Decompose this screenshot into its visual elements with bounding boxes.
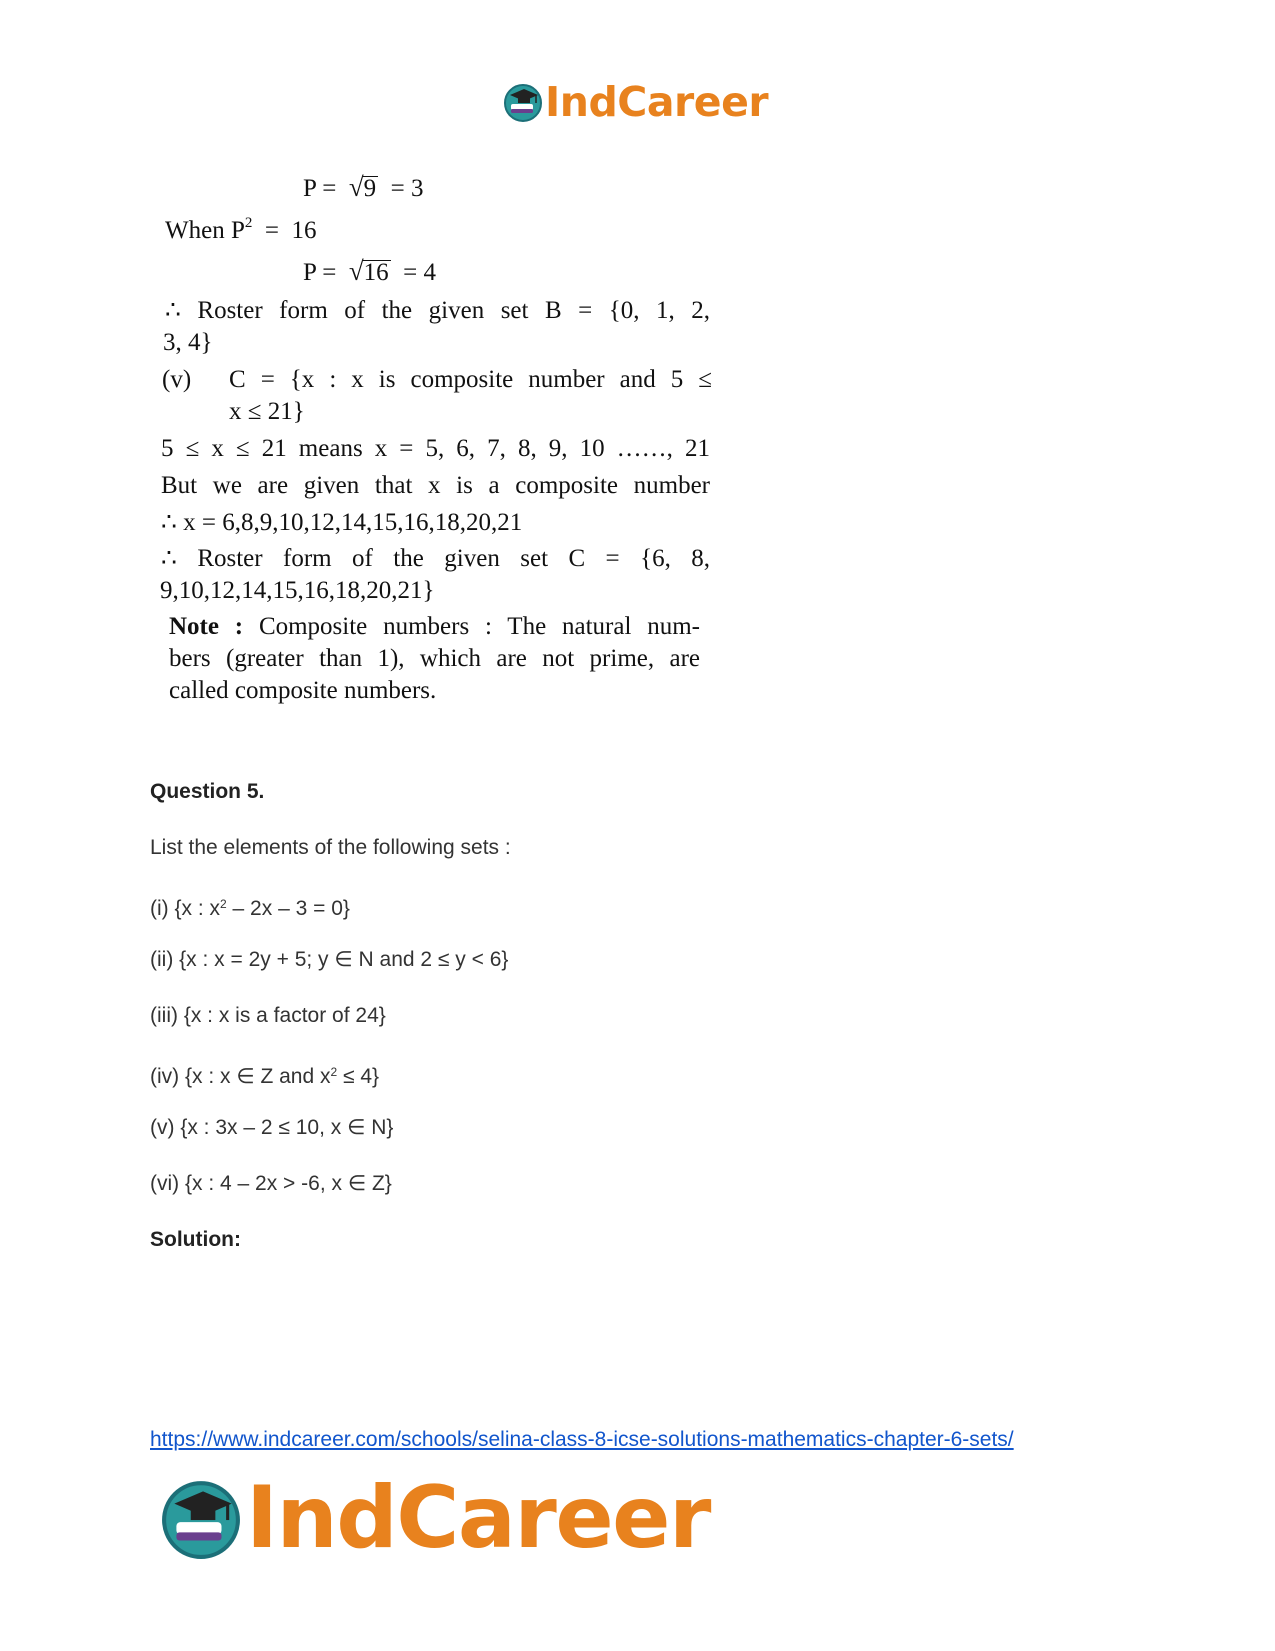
scan-line-2: When $P^2 = 16$ — [165, 215, 317, 244]
question-item-v: (v) {x : 3x – 2 ≤ 10, x ∈ N} — [150, 1116, 394, 1139]
graduation-book-icon — [160, 1477, 242, 1559]
scan-line-8: 5 ≤ x ≤ 21 means x = 5, 6, 7, 8, 9, 10 ……, 21 — [161, 435, 710, 462]
question-intro: List the elements of the following sets : — [150, 836, 511, 859]
question-item-ii: (ii) {x : x = 2y + 5; y ∈ N and 2 ≤ y < 6} — [150, 948, 509, 971]
scan-line-10: ∴ x = 6,8,9,10,12,14,15,16,18,20,21 — [161, 509, 523, 536]
scan-note-line-2: bers (greater than 1), which are not prime, are — [169, 645, 700, 672]
question-item-iv: (iv) {x : x ∈ Z and $x^2 \le 4$} — [150, 1065, 380, 1088]
scan-line-9: But we are given that x is a composite number — [161, 472, 710, 499]
scan-note-line-3: called composite numbers. — [169, 677, 437, 704]
brand-name: IndCareer — [545, 78, 769, 126]
scan-line-6-label: (v) — [162, 366, 192, 393]
scan-line-7: x ≤ 21} — [229, 398, 305, 425]
scan-note-line-1: Note : Composite numbers : The natural num- — [169, 613, 700, 640]
scan-line-4: ∴ Roster form of the given set B = {0, 1, 2, — [165, 297, 710, 324]
scan-line-11: ∴ Roster form of the given set C = {6, 8, — [161, 545, 710, 572]
scan-line-6: C = {x : x is composite number and 5 ≤ — [229, 366, 712, 393]
question-item-iii: (iii) {x : x is a factor of 24} — [150, 1004, 386, 1027]
brand-name: IndCareer — [246, 1468, 710, 1568]
scan-line-12: 9,10,12,14,15,16,18,20,21} — [160, 577, 435, 604]
header-logo — [503, 78, 768, 126]
solution-label: Solution: — [150, 1228, 241, 1251]
question-title: Question 5. — [150, 780, 265, 803]
question-item-i: (i) {x : $x^2 - 2x - 3 = 0$} — [150, 897, 350, 920]
source-link[interactable]: https://www.indcareer.com/schools/selina-class-8-icse-solutions-mathematics-chapter-6-sets/ — [150, 1428, 1014, 1451]
graduation-book-icon — [503, 82, 543, 122]
scan-line-1: P = √9 = 3 — [303, 172, 424, 202]
scan-line-5: 3, 4} — [163, 329, 213, 356]
scan-line-3: P = √16 = 4 — [303, 256, 437, 286]
footer-logo — [160, 1468, 710, 1568]
question-item-vi: (vi) {x : 4 – 2x > -6, x ∈ Z} — [150, 1172, 392, 1195]
